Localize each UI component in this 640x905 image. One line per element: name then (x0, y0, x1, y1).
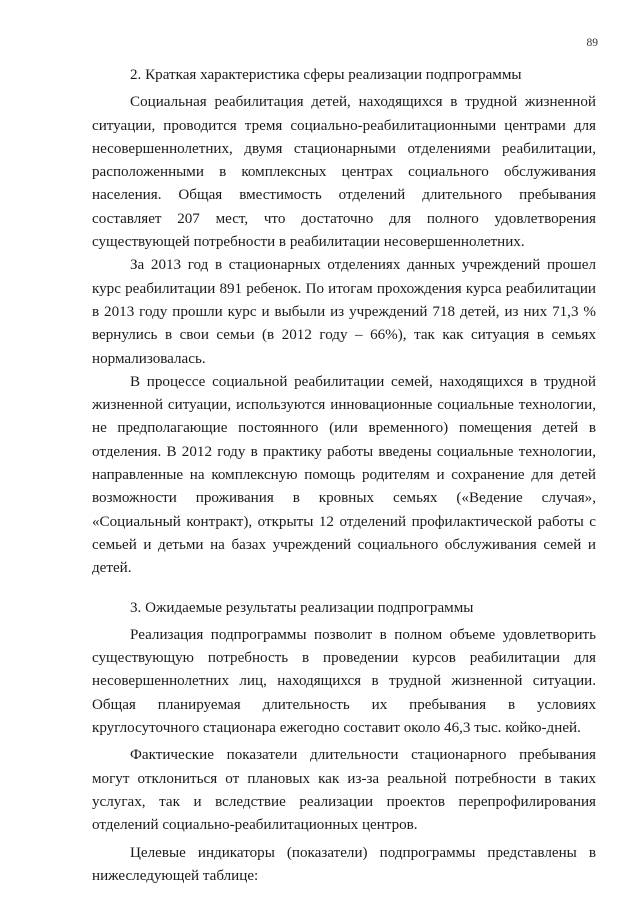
section-2-paragraph-2: За 2013 год в стационарных отделениях данных учреждений прошел курс реабилитации 891 ребенок. По итогам прохождения курса реабилитации в 2013 году прошли курс и выбыли из учреждений 718 детей, из них 71,3 % вернулись в свои семьи (в 2012 году – 66%), так как ситуация в семьях нормализовалась. (92, 257, 596, 367)
section-3-paragraph-2: Фактические показатели длительности стационарного пребывания могут отклониться от плановых как из-за реальной потребности в таких услугах, так и вследствие реализации проектов перепрофилирования отделений социально-реабилитационных центров. (92, 747, 596, 834)
section-2-paragraph-3: В процессе социальной реабилитации семей, находящихся в трудной жизненной ситуации, используются инновационные социальные технологии, не предполагающие постоянного (или временного) помещения детей в отделения. В 2012 году в практику работы введены социальные технологии, направленные на комплексную помощь родителям и сохранение для детей возможности проживания в кровных семьях («Ведение случая», «Социальный контракт), открыты 12 отделений профилактической работы с семьей и детьми на базах учреждений социального обслуживания семей и детей. (92, 373, 596, 577)
page-content (92, 64, 596, 888)
section-spacer (92, 581, 596, 597)
page-number: 89 (586, 37, 598, 49)
section-3-paragraph-3: Целевые индикаторы (показатели) подпрограммы представлены в нижеследующей таблице: (92, 844, 596, 884)
section-3-heading: 3. Ожидаемые результаты реализации подпрограммы (130, 599, 474, 616)
section-3-paragraph-1: Реализация подпрограммы позволит в полном объеме удовлетворить существующую потребность в проведении курсов реабилитации для несовершеннолетних лиц, находящихся в трудной жизненной ситуации. Общая планируемая длительность их пребывания в условиях круглосуточного стационара ежегодно составит около 46,3 тыс. койко-дней. (92, 626, 596, 737)
section-2-heading: 2. Краткая характеристика сферы реализации подпрограммы (130, 67, 522, 83)
section-2-paragraph-1: Социальная реабилитация детей, находящихся в трудной жизненной ситуации, проводится тремя социально-реабилитационными центрами для несовершеннолетних, двумя стационарными отделениями реабилитации, расположенными в комплексных центрах социального обслуживания населения. Общая вместимость отделений длительного пребывания составляет 207 мест, что достаточно для полного удовлетворения существующей потребности в реабилитации несовершеннолетних. (92, 94, 596, 251)
